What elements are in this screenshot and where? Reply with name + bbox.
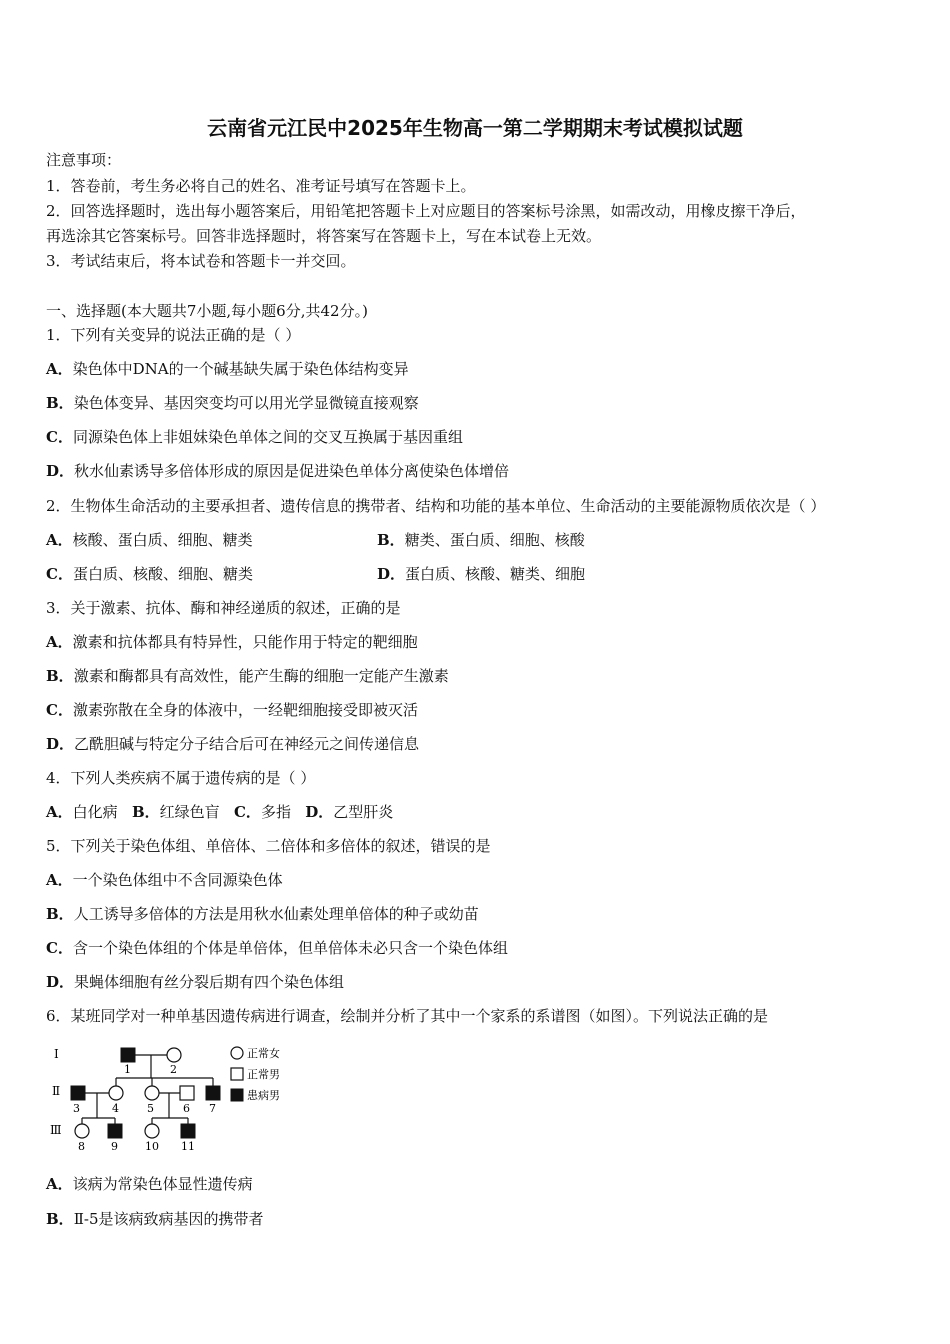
option-text: 果蝇体细胞有丝分裂后期有四个染色体组: [74, 973, 345, 991]
option-text: 多指: [260, 803, 291, 821]
option-label: B．: [46, 667, 74, 685]
gen-label-3: Ⅲ: [50, 1123, 62, 1137]
option-label: B．: [46, 1210, 74, 1228]
notice-heading: 注意事项：: [46, 151, 122, 169]
number-10: 10: [145, 1140, 159, 1153]
legend-affected-male-symbol: [231, 1089, 243, 1101]
gen-label-2: Ⅱ: [52, 1084, 61, 1098]
option-label: C．: [46, 565, 73, 583]
legend-normal-male-symbol: [231, 1068, 243, 1080]
option-label: C．: [233, 803, 261, 821]
individual-iii11-affected-male: [181, 1124, 195, 1138]
number-11: 11: [181, 1140, 195, 1153]
q6-option-a: [46, 1174, 253, 1194]
q1-option-a: [46, 359, 409, 379]
option-text: 染色体中DNA的一个碱基缺失属于染色体结构变异: [72, 360, 409, 378]
q2-option-a: [46, 530, 253, 550]
option-label: C．: [46, 701, 73, 719]
option-label: D．: [377, 565, 406, 583]
legend-normal-male: 正常男: [247, 1068, 280, 1081]
number-1: 1: [124, 1063, 131, 1076]
number-5: 5: [147, 1102, 154, 1115]
option-label: B．: [131, 803, 160, 821]
individual-ii6-normal-male: [180, 1086, 194, 1100]
option-text: 该病为常染色体显性遗传病: [72, 1175, 253, 1193]
number-9: 9: [111, 1140, 118, 1153]
q6-option-b: [46, 1209, 264, 1229]
option-text: 一个染色体组中不含同源染色体: [72, 871, 283, 889]
option-label: D．: [46, 973, 75, 991]
q3-option-b: [46, 666, 449, 686]
option-text: 激素弥散在全身的体液中，一经靶细胞接受即被灭活: [72, 701, 418, 719]
q5-option-c: [46, 938, 508, 958]
notice-item-3: 3．考试结束后，将本试卷和答题卡一并交回。: [46, 252, 356, 270]
option-label: A．: [46, 871, 73, 889]
q3-option-d: [46, 734, 419, 754]
number-7: 7: [209, 1102, 216, 1115]
option-label: B．: [377, 531, 405, 549]
option-text: Ⅱ-5是该病致病基因的携带者: [73, 1210, 264, 1228]
individual-ii3-affected-male: [71, 1086, 85, 1100]
q5-option-a: [46, 870, 283, 890]
q1-option-c: [46, 427, 463, 447]
individual-ii4-normal-female: [109, 1086, 123, 1100]
option-text: 乙型肝炎: [333, 803, 394, 821]
option-text: 激素和酶都具有高效性，能产生酶的细胞一定能产生激素: [73, 667, 449, 685]
page-title: 云南省元江民中2025年生物高一第二学期期末考试模拟试题: [207, 116, 743, 140]
option-text: 激素和抗体都具有特异性，只能作用于特定的靶细胞: [72, 633, 418, 651]
individual-iii8-normal-female: [75, 1124, 89, 1138]
option-label: A．: [46, 1175, 73, 1193]
q5-option-b: [46, 904, 479, 924]
option-label: A．: [46, 633, 73, 651]
q2-option-b: [377, 530, 585, 550]
option-label: D．: [46, 462, 75, 480]
option-text: 乙酰胆碱与特定分子结合后可在神经元之间传递信息: [74, 735, 420, 753]
option-text: 同源染色体上非姐妹染色单体之间的交叉互换属于基因重组: [72, 428, 463, 446]
individual-i2-normal-female: [167, 1048, 181, 1062]
q2-option-d: [377, 564, 585, 584]
option-text: 含一个染色体组的个体是单倍体，但单倍体未必只含一个染色体组: [72, 939, 508, 957]
pedigree-chart: [46, 1040, 306, 1155]
q4-options: [46, 802, 393, 822]
q1-option-d: [46, 461, 509, 481]
legend-normal-female: 正常女: [247, 1047, 280, 1060]
q3-option-c: [46, 700, 418, 720]
section-heading: 一、选择题(本大题共7小题,每小题6分,共42分。): [46, 302, 368, 320]
q1-option-b: [46, 393, 419, 413]
individual-ii7-affected-male: [206, 1086, 220, 1100]
number-2: 2: [170, 1063, 177, 1076]
option-label: D．: [46, 735, 75, 753]
notice-item-1: 1．答卷前，考生务必将自己的姓名、准考证号填写在答题卡上。: [46, 177, 476, 195]
option-label: A．: [46, 531, 73, 549]
q3-option-a: [46, 632, 418, 652]
option-text: 核酸、蛋白质、细胞、糖类: [72, 531, 253, 549]
number-8: 8: [78, 1140, 85, 1153]
option-label: C．: [46, 428, 73, 446]
individual-i1-affected-male: [121, 1048, 135, 1062]
number-4: 4: [112, 1102, 119, 1115]
option-text: 蛋白质、核酸、细胞、糖类: [72, 565, 253, 583]
notice-item-2-cont: 再选涂其它答案标号。回答非选择题时，将答案写在答题卡上，写在本试卷上无效。: [46, 227, 602, 245]
number-3: 3: [73, 1102, 80, 1115]
option-label: A．: [46, 803, 73, 821]
number-6: 6: [183, 1102, 190, 1115]
legend-affected-male: 患病男: [247, 1089, 280, 1102]
q2-stem: 2．生物体生命活动的主要承担者、遗传信息的携带者、结构和功能的基本单位、生命活动的主要能源物质依次是（ ）: [46, 497, 826, 515]
q3-stem: 3．关于激素、抗体、酶和神经递质的叙述，正确的是: [46, 599, 401, 617]
individual-iii10-normal-female: [145, 1124, 159, 1138]
q1-stem: 1．下列有关变异的说法正确的是（ ）: [46, 326, 301, 344]
q4-stem: 4．下列人类疾病不属于遗传病的是（ ）: [46, 769, 316, 787]
option-label: C．: [46, 939, 73, 957]
individual-ii5-normal-female: [145, 1086, 159, 1100]
option-text: 蛋白质、核酸、糖类、细胞: [405, 565, 586, 583]
individual-iii9-affected-male: [108, 1124, 122, 1138]
option-text: 红绿色盲: [159, 803, 220, 821]
option-text: 白化病: [72, 803, 118, 821]
legend-normal-female-symbol: [231, 1047, 243, 1059]
option-text: 糖类、蛋白质、细胞、核酸: [404, 531, 585, 549]
gen-label-1: Ⅰ: [54, 1047, 59, 1061]
q5-stem: 5．下列关于染色体组、单倍体、二倍体和多倍体的叙述，错误的是: [46, 837, 491, 855]
q6-stem: 6．某班同学对一种单基因遗传病进行调查，绘制并分析了其中一个家系的系谱图（如图）。下列说法正确的是: [46, 1007, 769, 1025]
option-text: 秋水仙素诱导多倍体形成的原因是促进染色单体分离使染色体增倍: [74, 462, 510, 480]
q2-option-c: [46, 564, 253, 584]
q5-option-d: [46, 972, 344, 992]
option-text: 染色体变异、基因突变均可以用光学显微镜直接观察: [73, 394, 419, 412]
option-label: B．: [46, 394, 74, 412]
notice-item-2: 2．回答选择题时，选出每小题答案后，用铅笔把答题卡上对应题目的答案标号涂黑，如需改动，用橡皮擦干净后，: [46, 202, 806, 220]
option-label: A．: [46, 360, 73, 378]
option-label: D．: [305, 803, 334, 821]
option-text: 人工诱导多倍体的方法是用秋水仙素处理单倍体的种子或幼苗: [73, 905, 479, 923]
option-label: B．: [46, 905, 74, 923]
